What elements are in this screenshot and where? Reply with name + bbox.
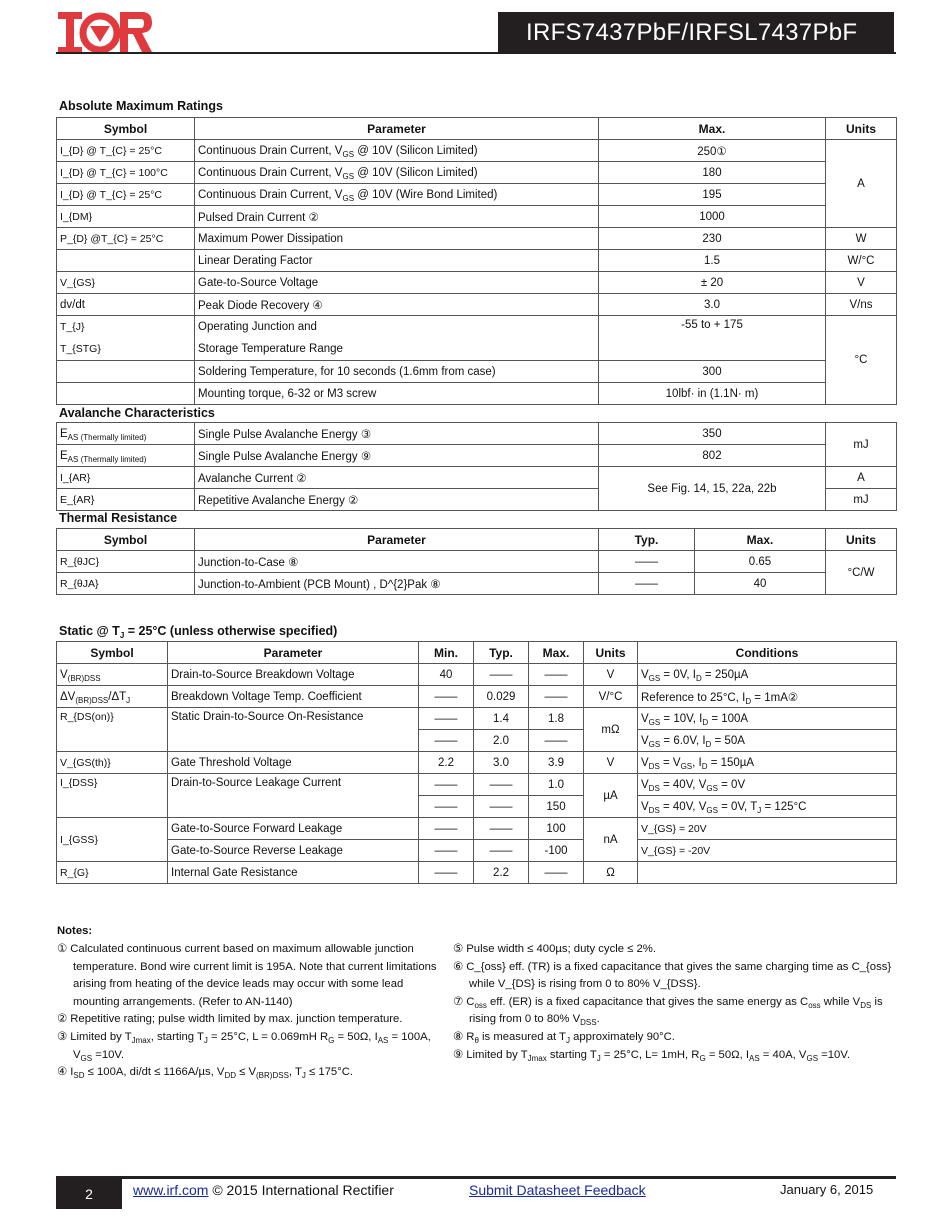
table-header-row: [57, 642, 897, 664]
unit-cell: V/°C: [584, 686, 638, 708]
max-cell: -100: [529, 840, 584, 862]
typ-cell: ——: [599, 551, 695, 573]
symbol-cell: [57, 383, 195, 405]
max-cell: 3.9: [529, 752, 584, 774]
unit-cell: A: [826, 140, 897, 228]
col-header: Symbol: [57, 642, 168, 664]
typ-cell: 1.4: [474, 708, 529, 730]
ir-logo: [58, 12, 153, 54]
note-item: ② Repetitive rating; pulse width limited by max. junction temperature.: [57, 1013, 403, 1026]
table-row: [57, 184, 897, 206]
min-cell: ——: [419, 730, 474, 752]
typ-cell: 3.0: [474, 752, 529, 774]
symbol-cell: R_{θJA}: [57, 573, 195, 595]
parameter-cell: Breakdown Voltage Temp. Coefficient: [168, 686, 419, 708]
symbol-cell: R_{θJC}: [57, 551, 195, 573]
typ-cell: ——: [474, 774, 529, 796]
max-cell: ——: [529, 862, 584, 884]
col-header: Max.: [695, 529, 826, 551]
parameter-line: Storage Temperature Range: [198, 343, 343, 355]
min-cell: ——: [419, 818, 474, 840]
col-header: Units: [826, 529, 897, 551]
max-cell: 802: [599, 445, 826, 467]
website-link[interactable]: www.irf.com: [133, 1182, 209, 1198]
symbol-cell: E_{AR}: [57, 489, 195, 511]
table-row: [57, 445, 897, 467]
max-cell: See Fig. 14, 15, 22a, 22b: [599, 467, 826, 511]
symbol-cell: [57, 316, 195, 361]
notes-title: Notes:: [57, 925, 93, 937]
unit-cell: °C/W: [826, 551, 897, 595]
notes-section: [57, 923, 892, 1081]
col-header: Max.: [529, 642, 584, 664]
notes-left-column: [57, 941, 445, 1082]
absolute-max-table: [56, 117, 897, 405]
table-row: [57, 206, 897, 228]
max-cell: ——: [529, 664, 584, 686]
unit-cell: nA: [584, 818, 638, 862]
unit-cell: V/ns: [826, 294, 897, 316]
symbol-cell: [57, 361, 195, 383]
max-cell: 3.0: [599, 294, 826, 316]
parameter-cell: Gate-to-Source Voltage: [195, 272, 599, 294]
max-cell: 350: [599, 423, 826, 445]
unit-cell: µA: [584, 774, 638, 818]
table-row: [57, 383, 897, 405]
table-header-row: [57, 118, 897, 140]
unit-cell: mJ: [826, 423, 897, 467]
symbol-cell: [57, 250, 195, 272]
col-header: Parameter: [195, 118, 599, 140]
avalanche-table: [56, 422, 897, 511]
min-cell: ——: [419, 796, 474, 818]
col-header: Units: [584, 642, 638, 664]
parameter-cell: Gate Threshold Voltage: [168, 752, 419, 774]
unit-cell: V: [826, 272, 897, 294]
col-header: Conditions: [638, 642, 897, 664]
symbol-line: T_{STG}: [60, 343, 101, 355]
part-number-title: IRFS7437PbF/IRFSL7437PbF: [498, 12, 894, 54]
symbol-cell: R_{DS(on)}: [57, 708, 168, 752]
min-cell: 2.2: [419, 752, 474, 774]
max-cell: 1.8: [529, 708, 584, 730]
symbol-cell: I_{DSS}: [57, 774, 168, 818]
page-number: 2: [56, 1179, 122, 1209]
typ-cell: 2.2: [474, 862, 529, 884]
conditions-cell: [638, 862, 897, 884]
typ-cell: ——: [474, 664, 529, 686]
max-cell: 180: [599, 162, 826, 184]
unit-cell: mΩ: [584, 708, 638, 752]
parameter-cell: Junction-to-Case ⑧: [195, 551, 599, 573]
typ-cell: ——: [474, 840, 529, 862]
conditions-cell: $V_{DS} = V_{GS}$, $I_D = 150\mu A$: [638, 752, 897, 774]
parameter-cell: Continuous Drain Current, $V_{GS}$ @ 10V (Wire Bond Limited): [195, 184, 599, 206]
table-row: [57, 467, 897, 489]
col-header: Typ.: [474, 642, 529, 664]
symbol-cell: V_{GS}: [57, 272, 195, 294]
col-header: Typ.: [599, 529, 695, 551]
footer-rule: [56, 1176, 896, 1179]
typ-cell: 0.029: [474, 686, 529, 708]
max-cell: 40: [695, 573, 826, 595]
note-item: ⑧ $R_\theta$ is measured at $T_J$ approximately 90°C.: [453, 1030, 675, 1045]
parameter-cell: Pulsed Drain Current ②: [195, 206, 599, 228]
parameter-cell: Linear Derating Factor: [195, 250, 599, 272]
conditions-cell: $V_{DS} = 40V$, $V_{GS} = 0V$: [638, 774, 897, 796]
max-cell: ± 20: [599, 272, 826, 294]
parameter-line: Operating Junction and: [198, 321, 317, 333]
max-cell: 195: [599, 184, 826, 206]
parameter-cell: Static Drain-to-Source On-Resistance: [168, 708, 419, 752]
max-cell: ——: [529, 730, 584, 752]
symbol-cell: I_{D} @ T_{C} = 25°C: [57, 184, 195, 206]
table-row: [57, 294, 897, 316]
parameter-cell: Single Pulse Avalanche Energy ③: [195, 423, 599, 445]
symbol-cell: $E_{AS (Thermally limited)}$: [57, 445, 195, 467]
table-row: [57, 708, 897, 730]
unit-cell: W: [826, 228, 897, 250]
typ-cell: ——: [599, 573, 695, 595]
note-item: ③ Limited by $T_{Jmax}$, starting $T_J = 25^\circ C$, L = 0.069mH $R_G = 50\Omega$, $I_{AS} = 100A$, $V_{GS} =10V$.: [57, 1030, 431, 1063]
parameter-cell: Internal Gate Resistance: [168, 862, 419, 884]
copyright: © 2015 International Rectifier: [212, 1182, 394, 1198]
table-row: [57, 664, 897, 686]
min-cell: ——: [419, 708, 474, 730]
section-title-thermal: Thermal Resistance: [59, 511, 178, 525]
table-row: [57, 862, 897, 884]
symbol-cell: V_{GS(th)}: [57, 752, 168, 774]
col-header: Symbol: [57, 118, 195, 140]
max-cell: ——: [529, 686, 584, 708]
symbol-cell: $V_{(BR)DSS}$: [57, 664, 168, 686]
parameter-cell: Gate-to-Source Forward Leakage: [168, 818, 419, 840]
symbol-cell: $\Delta V_{(BR)DSS}/\Delta T_J$: [57, 686, 168, 708]
note-item: ⑤ Pulse width ≤ 400µs; duty cycle ≤ 2%.: [453, 943, 656, 955]
note-item: ⑦ $C_{oss}$ eff. (ER) is a fixed capacitance that gives the same energy as $C_{oss}$ while $V_{DS}$ is rising from 0 to 80% $V_{DSS}$.: [453, 995, 883, 1028]
col-header: Units: [826, 118, 897, 140]
min-cell: 40: [419, 664, 474, 686]
conditions-cell: $V_{DS} = 40V$, $V_{GS} = 0V$, $T_J = 125^\circ C$: [638, 796, 897, 818]
unit-cell: Ω: [584, 862, 638, 884]
table-row: [57, 361, 897, 383]
table-row: [57, 774, 897, 796]
symbol-cell: I_{DM}: [57, 206, 195, 228]
symbol-cell: P_{D} @T_{C} = 25°C: [57, 228, 195, 250]
parameter-cell: Avalanche Current ②: [195, 467, 599, 489]
max-cell: 150: [529, 796, 584, 818]
col-header: Symbol: [57, 529, 195, 551]
notes-right-column: [453, 941, 899, 1064]
min-cell: ——: [419, 686, 474, 708]
symbol-cell: I_{D} @ T_{C} = 25°C: [57, 140, 195, 162]
parameter-cell: Single Pulse Avalanche Energy ⑨: [195, 445, 599, 467]
thermal-table: [56, 528, 897, 595]
symbol-cell: $E_{AS (Thermally limited)}$: [57, 423, 195, 445]
date: January 6, 2015: [780, 1182, 874, 1197]
submit-feedback-link[interactable]: Submit Datasheet Feedback: [469, 1182, 646, 1198]
table-row: [57, 686, 897, 708]
table-row: [57, 162, 897, 184]
section-title-absolute-max: Absolute Maximum Ratings: [59, 99, 223, 113]
unit-cell: W/°C: [826, 250, 897, 272]
symbol-cell: I_{AR}: [57, 467, 195, 489]
parameter-cell: Drain-to-Source Leakage Current: [168, 774, 419, 818]
max-cell: 250①: [599, 140, 826, 162]
parameter-cell: [195, 316, 599, 361]
parameter-cell: Drain-to-Source Breakdown Voltage: [168, 664, 419, 686]
conditions-cell: $V_{GS} = 0V$, $I_D = 250\mu A$: [638, 664, 897, 686]
parameter-cell: Gate-to-Source Reverse Leakage: [168, 840, 419, 862]
table-row: [57, 818, 897, 840]
max-cell: 0.65: [695, 551, 826, 573]
typ-cell: 2.0: [474, 730, 529, 752]
symbol-cell: I_{D} @ T_{C} = 100°C: [57, 162, 195, 184]
note-item: ① Calculated continuous current based on maximum allowable junction temperature. Bond wire current limit is 195A. Note that current limitations arising from heating of the device leads may occur with some lead mounting arrangements. (Refer to AN-1140): [57, 943, 437, 1008]
conditions-cell: $V_{GS} = 6.0V$, $I_D = 50A$: [638, 730, 897, 752]
table-row: [57, 423, 897, 445]
parameter-cell: Continuous Drain Current, $V_{GS}$ @ 10V (Silicon Limited): [195, 162, 599, 184]
col-header: Max.: [599, 118, 826, 140]
parameter-cell: Continuous Drain Current, $V_{GS}$ @ 10V (Silicon Limited): [195, 140, 599, 162]
table-row: [57, 272, 897, 294]
max-cell: 1.5: [599, 250, 826, 272]
unit-cell: °C: [826, 316, 897, 405]
max-cell: 1000: [599, 206, 826, 228]
max-cell: 10lbf· in (1.1N· m): [599, 383, 826, 405]
parameter-cell: Mounting torque, 6-32 or M3 screw: [195, 383, 599, 405]
unit-cell: V: [584, 752, 638, 774]
symbol-line: T_{J}: [60, 321, 85, 333]
max-cell: 100: [529, 818, 584, 840]
max-cell: 300: [599, 361, 826, 383]
static-characteristics-table: [56, 641, 897, 884]
parameter-cell: Peak Diode Recovery ④: [195, 294, 599, 316]
max-cell: 230: [599, 228, 826, 250]
typ-cell: ——: [474, 818, 529, 840]
min-cell: ——: [419, 774, 474, 796]
conditions-cell: $V_{GS} = 10V$, $I_D = 100A$: [638, 708, 897, 730]
table-row: [57, 140, 897, 162]
section-title-avalanche: Avalanche Characteristics: [59, 406, 215, 420]
table-row: [57, 250, 897, 272]
col-header: Parameter: [195, 529, 599, 551]
table-row: [57, 573, 897, 595]
min-cell: ——: [419, 862, 474, 884]
max-cell: 1.0: [529, 774, 584, 796]
conditions-cell: V_{GS} = -20V: [638, 840, 897, 862]
table-row: [57, 228, 897, 250]
table-row: [57, 840, 897, 862]
symbol-cell: dv/dt: [57, 294, 195, 316]
conditions-cell: Reference to 25°C, $I_D$ = 1mA②: [638, 686, 897, 708]
conditions-cell: V_{GS} = 20V: [638, 818, 897, 840]
unit-cell: V: [584, 664, 638, 686]
symbol-cell: I_{GSS}: [57, 818, 168, 862]
note-item: ⑥ C_{oss} eff. (TR) is a fixed capacitance that gives the same charging time as C_{oss} while V_{DS} is rising from 0 to 80% V_{DSS}.: [453, 960, 892, 991]
parameter-cell: Junction-to-Ambient (PCB Mount) , D^{2}Pak ⑧: [195, 573, 599, 595]
col-header: Parameter: [168, 642, 419, 664]
note-item: ⑨ Limited by $T_{Jmax}$ starting $T_J = 25^\circ C$, L= 1mH, $R_G = 50\Omega$, $I_{AS} = 40A$, $V_{GS} =10V$.: [453, 1048, 850, 1063]
parameter-cell: Maximum Power Dissipation: [195, 228, 599, 250]
unit-cell: mJ: [826, 489, 897, 511]
unit-cell: A: [826, 467, 897, 489]
symbol-cell: R_{G}: [57, 862, 168, 884]
col-header: Min.: [419, 642, 474, 664]
table-row: [57, 752, 897, 774]
parameter-cell: Repetitive Avalanche Energy ②: [195, 489, 599, 511]
min-cell: ——: [419, 840, 474, 862]
parameter-cell: Soldering Temperature, for 10 seconds (1.6mm from case): [195, 361, 599, 383]
note-item: ④ $I_{SD} \le 100A$, di/dt ≤ 1166A/µs, $V_{DD} \le V_{(BR)DSS}$, $T_J \le 175^\circ C$.: [57, 1066, 354, 1081]
typ-cell: ——: [474, 796, 529, 818]
table-row: [57, 316, 897, 361]
table-header-row: [57, 529, 897, 551]
max-cell: -55 to + 175: [599, 316, 826, 361]
section-title-static: Static @ $T_J = 25^\circ C$ (unless otherwise specified): [59, 624, 338, 640]
table-row: [57, 551, 897, 573]
